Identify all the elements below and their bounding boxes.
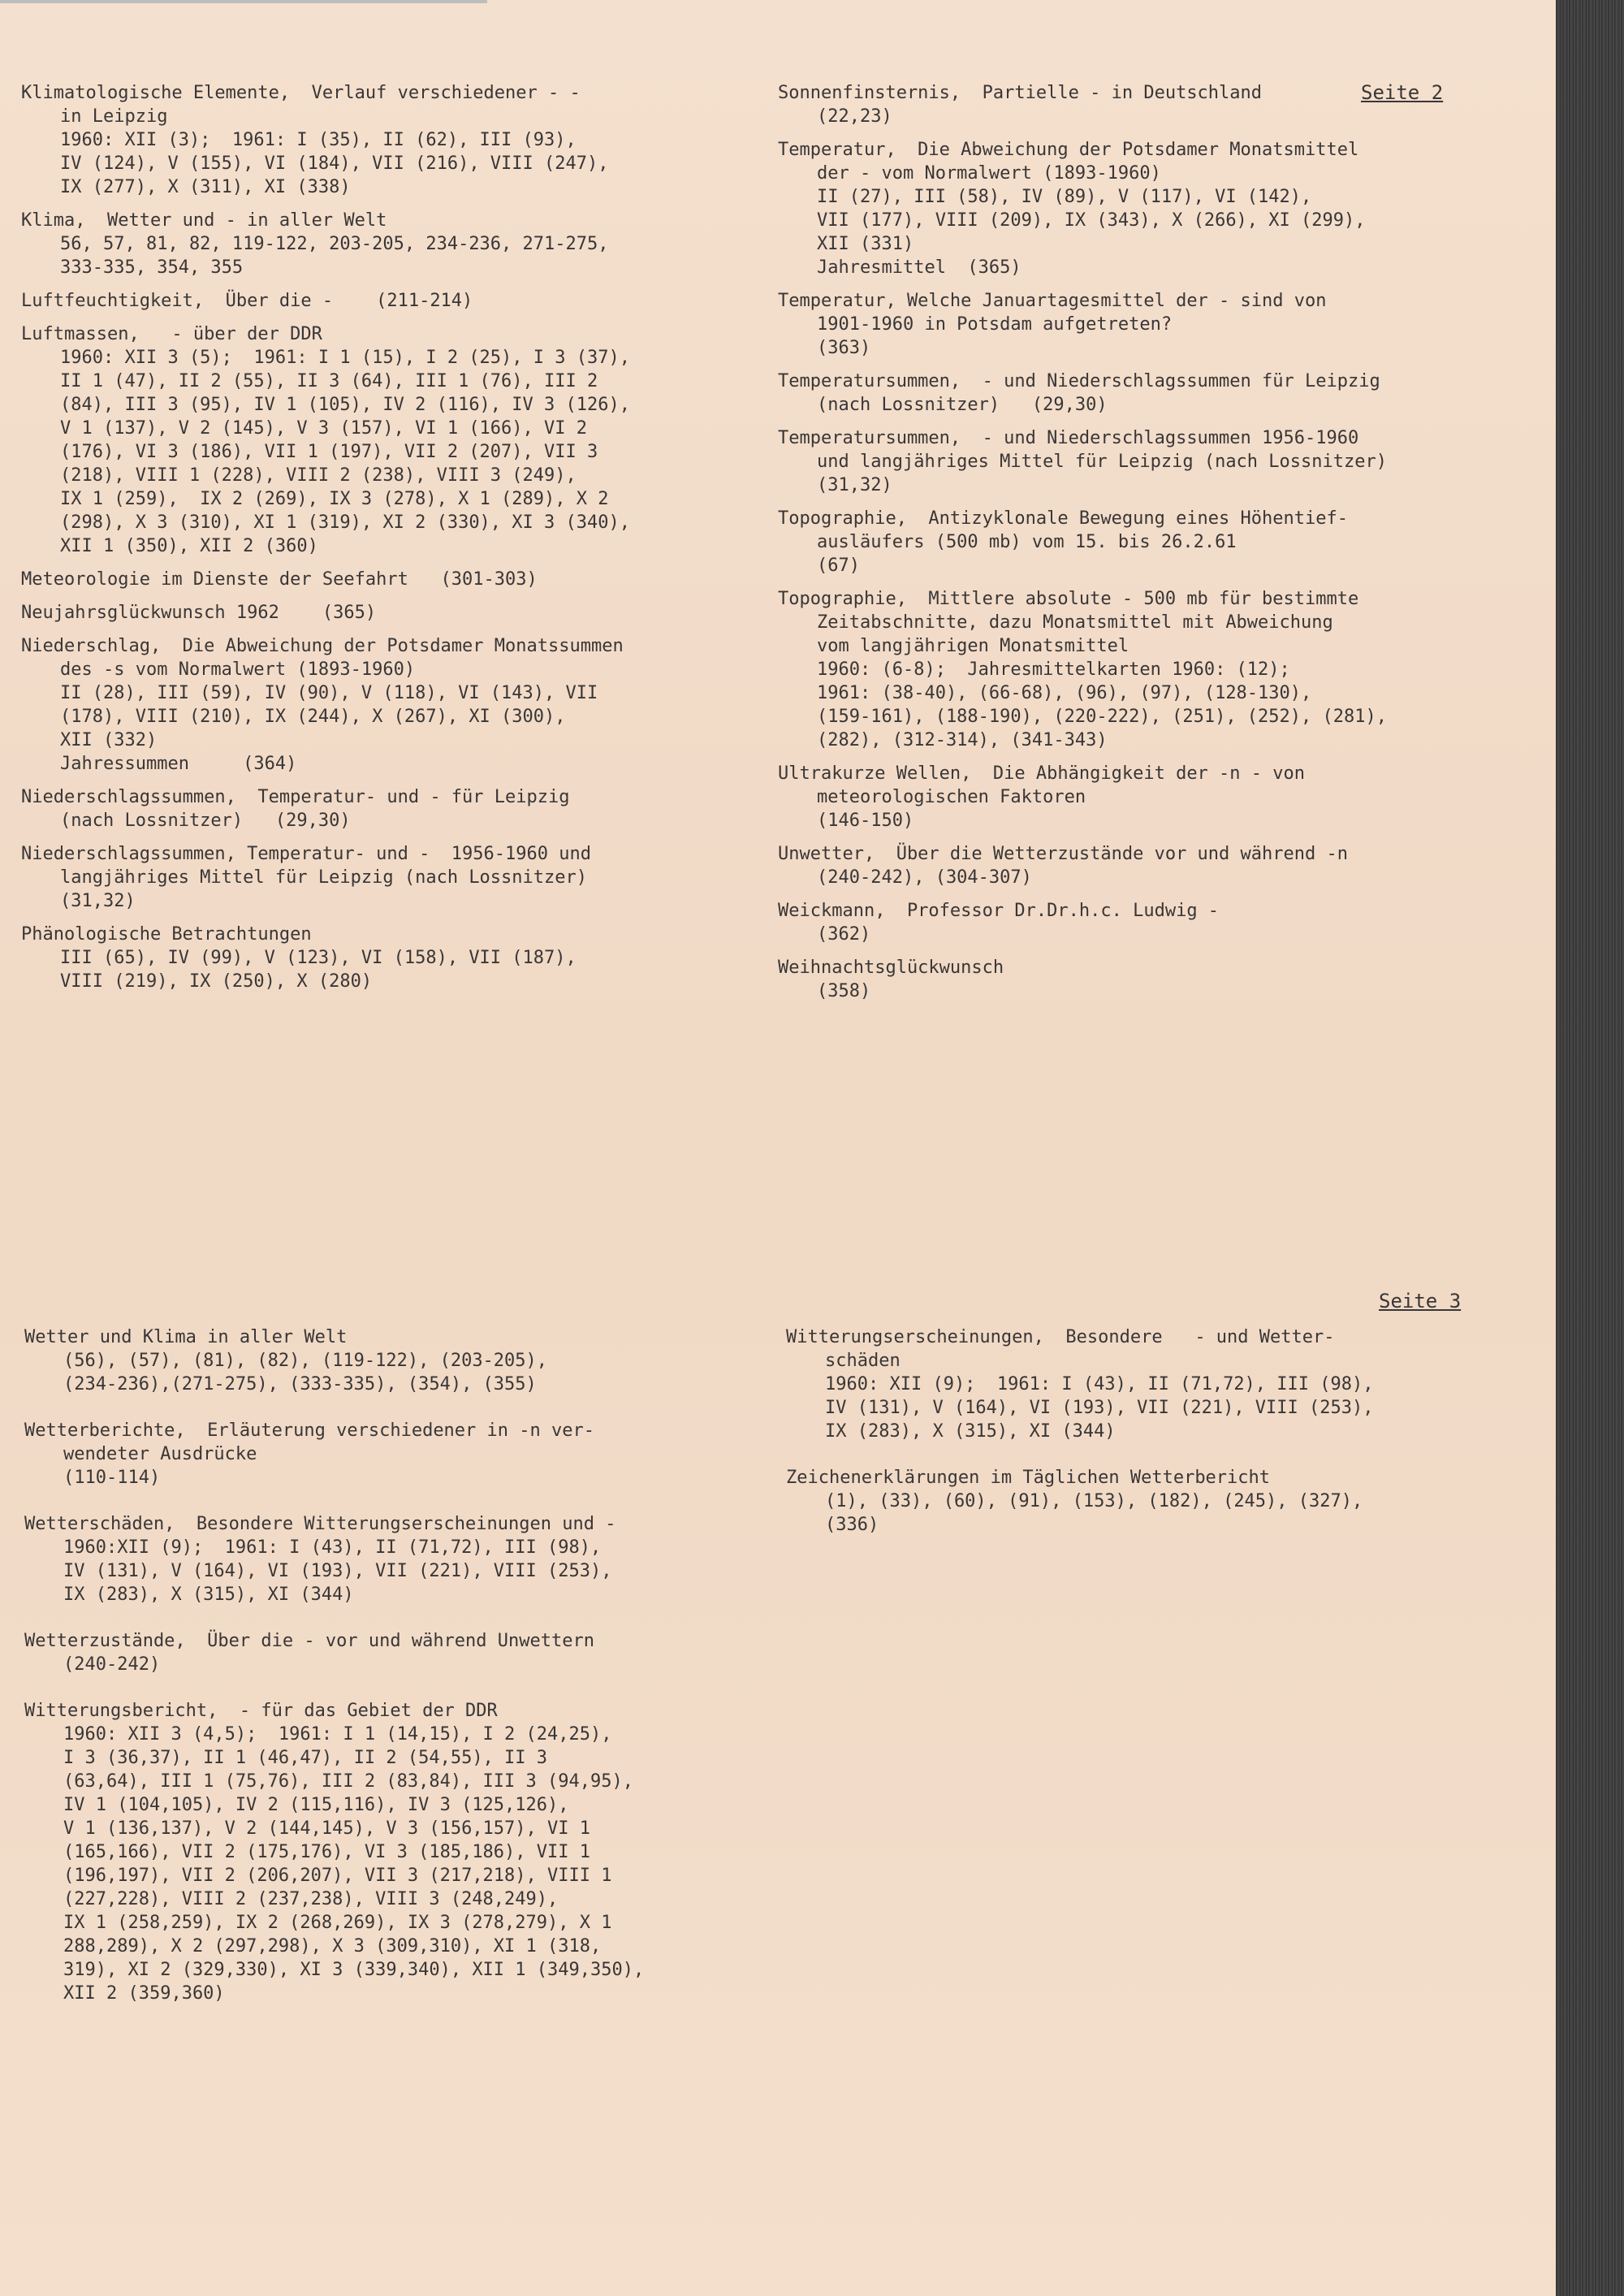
index-entry-heading: Unwetter, Über die Wetterzustände vor und während -n <box>778 844 1348 864</box>
top-edge-line <box>0 0 487 3</box>
page-label-seite-2: Seite 2 <box>1361 81 1444 104</box>
index-entry <box>778 426 1509 497</box>
index-entry-line: (362) <box>817 924 871 945</box>
index-entry <box>24 1419 755 1490</box>
index-entry-heading: Niederschlagssummen, Temperatur- und - 1956-1960 und <box>21 844 591 864</box>
index-entry-line: 1960: (6-8); Jahresmittelkarten 1960: (12); <box>817 659 1290 680</box>
index-entry <box>778 507 1509 577</box>
index-entry <box>778 370 1509 417</box>
index-entry-line: III (65), IV (99), V (123), VI (158), VII (187), <box>60 948 577 968</box>
index-entry-heading: Temperatur, Welche Januartagesmittel der - sind von <box>778 291 1327 311</box>
index-entry <box>24 1699 755 2005</box>
index-entry-heading: Niederschlagssummen, Temperatur- und - für Leipzig <box>21 787 570 807</box>
index-entry <box>786 1325 1517 1443</box>
index-entry-line: II (28), III (59), IV (90), V (118), VI (143), VII <box>60 683 598 703</box>
index-entry-line: Zeitabschnitte, dazu Monatsmittel mit Abweichung <box>817 612 1333 633</box>
index-entry-heading: Temperatursummen, - und Niederschlagssummen 1956-1960 <box>778 428 1359 448</box>
index-entry-heading: Neujahrsglückwunsch 1962 (365) <box>21 603 377 623</box>
index-entry-line: und langjähriges Mittel für Leipzig (nach Lossnitzer) <box>817 452 1387 472</box>
index-entry-line: 1961: (38-40), (66-68), (96), (97), (128-130), <box>817 683 1312 703</box>
index-entry-line: (1), (33), (60), (91), (153), (182), (245), (327), <box>825 1491 1363 1511</box>
index-entry-line: (22,23) <box>817 106 892 127</box>
index-column-bottom-right <box>786 1325 1517 1559</box>
index-entry-line: der - vom Normalwert (1893-1960) <box>817 163 1161 184</box>
index-entry-line: 1960: XII (3); 1961: I (35), II (62), III (93), <box>60 130 577 150</box>
index-entry-line: I 3 (36,37), II 1 (46,47), II 2 (54,55), II 3 <box>63 1748 548 1768</box>
index-entry <box>21 923 752 993</box>
index-entry <box>21 634 752 776</box>
index-entry-heading: Weickmann, Professor Dr.Dr.h.c. Ludwig - <box>778 901 1220 921</box>
index-entry-line: (56), (57), (81), (82), (119-122), (203-205), <box>63 1351 548 1371</box>
index-entry-line: II (27), III (58), IV (89), V (117), VI (142), <box>817 187 1312 207</box>
index-entry-line: (110-114) <box>63 1468 161 1488</box>
index-entry-line: XII (331) <box>817 234 914 254</box>
index-entry-line: VIII (219), IX (250), X (280) <box>60 971 373 992</box>
index-entry-line: (nach Lossnitzer) (29,30) <box>60 811 351 831</box>
index-entry-heading: Sonnenfinsternis, Partielle - in Deutschland <box>778 83 1263 103</box>
index-entry-line: (146-150) <box>817 811 914 831</box>
index-entry-line: IX 1 (258,259), IX 2 (268,269), IX 3 (278,279), X 1 <box>63 1913 612 1933</box>
index-entry-line: (176), VI 3 (186), VII 1 (197), VII 2 (207), VII 3 <box>60 442 598 462</box>
index-entry-heading: Luftfeuchtigkeit, Über die - (211-214) <box>21 291 473 311</box>
index-entry-line: (240-242), (304-307) <box>817 867 1032 888</box>
index-entry-line: (63,64), III 1 (75,76), III 2 (83,84), III 3 (94,95), <box>63 1771 633 1792</box>
index-entry-line: Jahressummen (364) <box>60 754 297 774</box>
index-entry-line: des -s vom Normalwert (1893-1960) <box>60 659 416 680</box>
index-entry-line: 319), XI 2 (329,330), XI 3 (339,340), XII 1 (349,350), <box>63 1960 645 1980</box>
index-entry-line: XII 2 (359,360) <box>63 1983 225 2004</box>
index-entry-line: V 1 (136,137), V 2 (144,145), V 3 (156,157), VI 1 <box>63 1818 591 1839</box>
index-column-top-right <box>778 81 1509 1013</box>
index-entry-line: IX (277), X (311), XI (338) <box>60 177 351 197</box>
index-entry-heading: Ultrakurze Wellen, Die Abhängigkeit der -n - von <box>778 763 1306 784</box>
index-entry-heading: Klima, Wetter und - in aller Welt <box>21 210 387 231</box>
index-entry-line: II 1 (47), II 2 (55), II 3 (64), III 1 (76), III 2 <box>60 371 598 391</box>
index-entry-line: 1960: XII (9); 1961: I (43), II (71,72), III (98), <box>825 1374 1374 1394</box>
index-entry-line: (84), III 3 (95), IV 1 (105), IV 2 (116), IV 3 (126), <box>60 395 630 415</box>
index-entry-heading: Witterungsbericht, - für das Gebiet der DDR <box>24 1701 498 1721</box>
index-entry <box>778 762 1509 832</box>
index-entry <box>778 81 1509 128</box>
index-entry-line: langjähriges Mittel für Leipzig (nach Lossnitzer) <box>60 867 588 888</box>
index-entry <box>778 138 1509 279</box>
index-entry-line: 1960: XII 3 (5); 1961: I 1 (15), I 2 (25), I 3 (37), <box>60 348 630 368</box>
index-entry-heading: Klimatologische Elemente, Verlauf verschiedener - - <box>21 83 581 103</box>
index-entry-heading: Zeichenerklärungen im Täglichen Wetterbericht <box>786 1468 1271 1488</box>
index-entry-heading: Witterungserscheinungen, Besondere - und Wetter- <box>786 1327 1335 1347</box>
index-entry-line: vom langjährigen Monatsmittel <box>817 636 1129 656</box>
index-entry-heading: Temperatur, Die Abweichung der Potsdamer Monatsmittel <box>778 140 1359 160</box>
index-entry-line: 333-335, 354, 355 <box>60 257 244 278</box>
index-entry-line: (178), VIII (210), IX (244), X (267), XI (300), <box>60 707 566 727</box>
index-entry-line: wendeter Ausdrücke <box>63 1444 257 1464</box>
index-entry <box>21 322 752 558</box>
index-entry-line: IV (131), V (164), VI (193), VII (221), VIII (253), <box>825 1398 1374 1418</box>
index-entry-line: (336) <box>825 1515 879 1535</box>
index-entry <box>778 587 1509 752</box>
page-label-seite-3: Seite 3 <box>1379 1290 1462 1312</box>
index-entry <box>24 1512 755 1606</box>
index-entry-line: IV 1 (104,105), IV 2 (115,116), IV 3 (125,126), <box>63 1795 569 1815</box>
index-entry-line: (298), X 3 (310), XI 1 (319), XI 2 (330), XI 3 (340), <box>60 512 630 533</box>
index-entry-line: 56, 57, 81, 82, 119-122, 203-205, 234-236, 271-275, <box>60 234 609 254</box>
index-entry-line: (159-161), (188-190), (220-222), (251), (252), (281), <box>817 707 1387 727</box>
index-entry-line: Jahresmittel (365) <box>817 257 1021 278</box>
index-entry <box>778 899 1509 946</box>
index-entry-heading: Temperatursummen, - und Niederschlagssummen für Leipzig <box>778 371 1380 391</box>
index-entry-line: in Leipzig <box>60 106 168 127</box>
index-entry-line: schäden <box>825 1351 901 1371</box>
index-entry-heading: Wetterzustände, Über die - vor und während Unwettern <box>24 1631 594 1651</box>
index-entry <box>24 1325 755 1396</box>
index-entry-heading: Luftmassen, - über der DDR <box>21 324 322 344</box>
index-entry <box>778 956 1509 1003</box>
index-entry <box>21 785 752 832</box>
index-entry-line: meteorologischen Faktoren <box>817 787 1086 807</box>
scanner-edge-strip <box>1556 0 1624 2296</box>
index-column-top-left <box>21 81 752 1003</box>
index-entry-line: 1901-1960 in Potsdam aufgetreten? <box>817 314 1173 335</box>
index-entry-heading: Wetterberichte, Erläuterung verschiedener in -n ver- <box>24 1420 594 1441</box>
index-entry-line: IX (283), X (315), XI (344) <box>825 1421 1116 1442</box>
index-entry-heading: Meteorologie im Dienste der Seefahrt (301-303) <box>21 569 538 590</box>
index-entry-line: V 1 (137), V 2 (145), V 3 (157), VI 1 (166), VI 2 <box>60 418 588 439</box>
index-entry-line: (31,32) <box>60 891 136 911</box>
index-entry-line: IV (124), V (155), VI (184), VII (216), VIII (247), <box>60 153 609 174</box>
index-entry-line: (31,32) <box>817 475 892 495</box>
index-entry-line: (227,228), VIII 2 (237,238), VIII 3 (248,249), <box>63 1889 559 1909</box>
index-entry <box>21 289 752 313</box>
index-entry-line: (282), (312-314), (341-343) <box>817 730 1108 750</box>
index-entry-line: XII 1 (350), XII 2 (360) <box>60 536 318 556</box>
index-entry <box>21 81 752 199</box>
index-column-bottom-left <box>24 1325 755 2028</box>
index-entry-line: ausläufers (500 mb) vom 15. bis 26.2.61 <box>817 532 1237 552</box>
index-entry-line: (196,197), VII 2 (206,207), VII 3 (217,218), VIII 1 <box>63 1866 612 1886</box>
index-entry-line: (218), VIII 1 (228), VIII 2 (238), VIII 3 (249), <box>60 465 577 486</box>
index-entry <box>24 1629 755 1676</box>
index-entry-line: (234-236),(271-275), (333-335), (354), (355) <box>63 1374 537 1394</box>
index-entry-heading: Niederschlag, Die Abweichung der Potsdamer Monatssummen <box>21 636 624 656</box>
index-entry-line: (165,166), VII 2 (175,176), VI 3 (185,186), VII 1 <box>63 1842 591 1862</box>
index-entry-heading: Phänologische Betrachtungen <box>21 924 312 945</box>
index-entry-heading: Weihnachtsglückwunsch <box>778 958 1004 978</box>
index-entry-line: IX 1 (259), IX 2 (269), IX 3 (278), X 1 (289), X 2 <box>60 489 609 509</box>
index-entry-line: IV (131), V (164), VI (193), VII (221), VIII (253), <box>63 1561 612 1581</box>
index-entry-heading: Wetter und Klima in aller Welt <box>24 1327 348 1347</box>
index-entry-line: (nach Lossnitzer) (29,30) <box>817 395 1108 415</box>
index-entry-line: IX (283), X (315), XI (344) <box>63 1585 354 1605</box>
index-entry <box>21 209 752 279</box>
index-entry <box>21 601 752 625</box>
index-entry-heading: Topographie, Mittlere absolute - 500 mb für bestimmte <box>778 589 1359 609</box>
index-entry <box>786 1466 1517 1537</box>
index-entry-line: (240-242) <box>63 1654 161 1675</box>
index-entry-line: (67) <box>817 556 860 576</box>
index-entry <box>21 568 752 591</box>
index-entry <box>21 842 752 913</box>
index-entry <box>778 289 1509 360</box>
index-entry-line: (358) <box>817 981 871 1001</box>
index-entry-line: XII (332) <box>60 730 158 750</box>
index-entry-line: 288,289), X 2 (297,298), X 3 (309,310), XI 1 (318, <box>63 1936 602 1957</box>
index-entry-line: (363) <box>817 338 871 358</box>
index-entry-heading: Wetterschäden, Besondere Witterungserscheinungen und - <box>24 1514 616 1534</box>
index-entry <box>778 842 1509 889</box>
index-entry-line: VII (177), VIII (209), IX (343), X (266), XI (299), <box>817 210 1366 231</box>
index-entry-heading: Topographie, Antizyklonale Bewegung eines Höhentief- <box>778 508 1348 529</box>
index-entry-line: 1960:XII (9); 1961: I (43), II (71,72), III (98), <box>63 1537 602 1558</box>
index-entry-line: 1960: XII 3 (4,5); 1961: I 1 (14,15), I 2 (24,25), <box>63 1724 612 1745</box>
